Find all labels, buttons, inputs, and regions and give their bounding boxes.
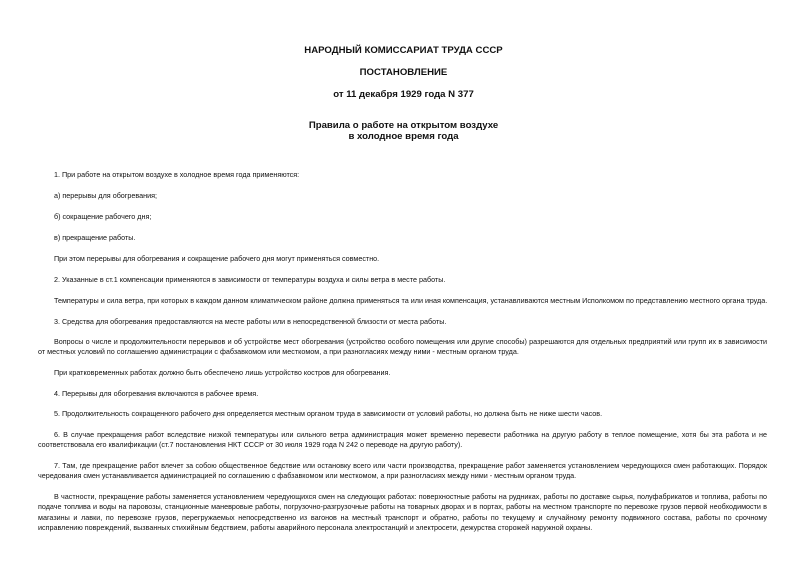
paragraph-7-details: В частности, прекращение работы заменяется установлением чередующихся смен на следующих работах: поверхностные работы на рудниках, работы по доставке сырья, полуфабрикатов и топлива, работы по подаче топлива и воды на паровозы, станционные маневровые работы, погрузочно-разгрузочные работы на товарных дворах и в портах, работы на местном транспорте по перевозке грузов первой необходимости в магазины и лавки, по перевозке грузов, перегружаемых непосредственно из вагонов на местный транспорт и обратно, работы по текущему и случайному ремонту подвижного состава, работы по срочному исправлению повреждений, вызванных стихийным бедствием, работы аварийного персонала электростанций и электросети, дежурства сторожей наружной охраны.: [38, 492, 767, 533]
paragraph-3-short-works: При кратковременных работах должно быть обеспечено лишь устройство костров для обогревания.: [54, 368, 391, 377]
issuer-heading: НАРОДНЫЙ КОМИССАРИАТ ТРУДА СССР: [304, 45, 503, 56]
paragraph-1: 1. При работе на открытом воздухе в холодное время года применяются:: [54, 170, 300, 179]
paragraph-6: 6. В случае прекращения работ вследствие низкой температуры или сильного ветра администрация может временно перевести работника на другую работу в теплое помещение, хотя бы эта работа и не соответствовала его квалификации (ст.7 постановления НКТ СССР от 30 июля 1929 года N 242 о переводе на другую работу).: [38, 430, 767, 450]
title-line-2: в холодное время года: [348, 131, 459, 142]
paragraph-4: 4. Перерывы для обогревания включаются в рабочее время.: [54, 389, 259, 398]
paragraph-1-note: При этом перерывы для обогревания и сокращение рабочего дня могут применяться совместно.: [54, 254, 380, 263]
paragraph-3-note: Вопросы о числе и продолжительности перерывов и об устройстве мест обогревания (устройство особого помещения или другие способы) разрешаются для отдельных предприятий или групп их в зависимости от местных условий по соглашению администрации с фабзавкомом или месткомом, а при разногласиях между ними - местным органом труда.: [38, 337, 767, 357]
paragraph-7: 7. Там, где прекращение работ влечет за собою общественное бедствие или остановку всего или части производства, прекращение работ заменяется установлением чередующихся смен работающих. Порядок чередования смен устанавливается администрацией по соглашению с фабзавкомом или месткомом, а при разногласиях между ними - местным органом труда.: [38, 461, 767, 481]
paragraph-2: 2. Указанные в ст.1 компенсации применяются в зависимости от температуры воздуха и силы ветра в месте работы.: [54, 275, 446, 284]
title-line-1: Правила о работе на открытом воздухе: [308, 120, 499, 131]
date-number-heading: от 11 декабря 1929 года N 377: [333, 89, 474, 100]
paragraph-3: 3. Средства для обогревания предоставляются на месте работы или в непосредственной близости от места работы.: [54, 317, 447, 326]
paragraph-1b: б) сокращение рабочего дня;: [54, 212, 152, 221]
paragraph-2-note: Температуры и сила ветра, при которых в каждом данном климатическом районе должна применяться та или иная компенсация, устанавливаются местным Исполкомом по представлению местного органа труда.: [54, 296, 768, 305]
paragraph-5: 5. Продолжительность сокращенного рабочего дня определяется местным органом труда в зависимости от условий работы, но должна быть не ниже шести часов.: [54, 409, 603, 418]
paragraph-1c: в) прекращение работы.: [54, 233, 136, 242]
document-type-heading: ПОСТАНОВЛЕНИЕ: [359, 67, 448, 78]
paragraph-1a: а) перерывы для обогревания;: [54, 191, 158, 200]
